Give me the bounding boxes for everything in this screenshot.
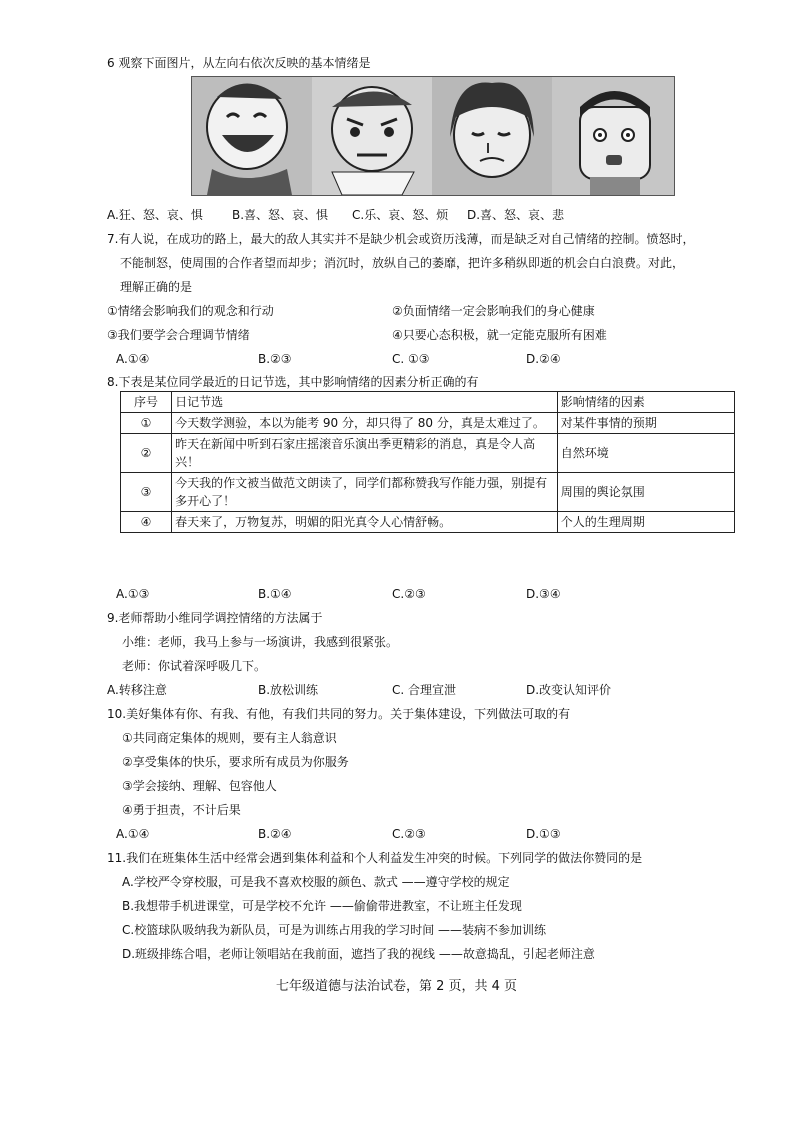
table-row [121,413,735,434]
q8-option-a[interactable]: A.①③ [116,587,150,601]
q10-option-b[interactable]: B.②④ [258,827,292,841]
q11-option-c[interactable]: C.校篮球队吸纳我为新队员，可是为训练占用我的学习时间 ——装病不参加训练 [122,923,547,937]
q7-stem-line-1: 7.有人说，在成功的路上，最大的敌人其实并不是缺少机会或资历浅薄，而是缺乏对自己情绪的控制。愤怒时， [107,232,695,246]
row-diary-text: 今天我的作文被当做范文朗读了，同学们都称赞我写作能力强，别提有多开心了！ [172,473,558,512]
emotion-faces-illustration [191,76,675,196]
q8-stem: 8.下表是某位同学最近的日记节选，其中影响情绪的因素分析正确的有 [107,375,479,389]
row-no: ③ [121,473,172,512]
table-row [121,473,735,512]
page-footer: 七年级道德与法治试卷，第 2 页，共 4 页 [275,979,518,994]
q7-statement-4: ④只要心态积极，就一定能克服所有困难 [392,328,607,342]
table-row [121,434,735,473]
diary-table [120,391,735,533]
fearful-face-icon [580,91,650,195]
q8-option-b[interactable]: B.①④ [258,587,292,601]
q10-statement-4: ④勇于担责，不计后果 [122,803,241,817]
q9-option-c[interactable]: C. 合理宣泄 [392,683,457,697]
table-header-row [121,392,735,413]
q7-stem-line-2: 不能制怒，使周围的合作者望而却步；消沉时，放纵自己的萎靡，把许多稍纵即逝的机会白白浪费。对此， [120,256,685,270]
angry-face-icon [332,87,414,195]
q6-option-d[interactable]: D.喜、怒、哀、悲 [467,208,565,222]
q6-option-a[interactable]: A.狂、怒、哀、惧 [107,208,203,222]
row-diary-text: 昨天在新闻中听到石家庄摇滚音乐演出季更精彩的消息，真是令人高兴！ [172,434,558,473]
col-header-no: 序号 [121,392,172,413]
q10-option-d[interactable]: D.①③ [526,827,561,841]
q7-statement-2: ②负面情绪一定会影响我们的身心健康 [392,304,595,318]
row-diary-text: 今天数学测验，本以为能考 90 分，却只得了 80 分，真是太难过了。 [172,413,558,434]
q11-option-a[interactable]: A.学校严令穿校服，可是我不喜欢校服的颜色、款式 ——遵守学校的规定 [122,875,510,889]
q8-option-c[interactable]: C.②③ [392,587,426,601]
q6-option-c[interactable]: C.乐、哀、怒、烦 [352,208,449,222]
q9-option-d[interactable]: D.改变认知评价 [526,683,612,697]
q10-statement-3: ③学会接纳、理解、包容他人 [122,779,277,793]
row-factor: 对某件事情的预期 [557,413,734,434]
row-factor: 个人的生理周期 [557,512,734,533]
row-factor: 自然环境 [557,434,734,473]
q7-statement-3: ③我们要学会合理调节情绪 [107,328,250,342]
row-no: ② [121,434,172,473]
q7-option-a[interactable]: A.①④ [116,352,150,366]
q10-stem: 10.美好集体有你、有我、有他，有我们共同的努力。关于集体建设，下列做法可取的有 [107,707,571,721]
q7-stem-line-3: 理解正确的是 [120,280,193,294]
q10-statement-2: ②享受集体的快乐，要求所有成员为你服务 [122,755,349,769]
table-row [121,512,735,533]
q6-stem: 6 观察下面图片，从左向右依次反映的基本情绪是 [107,56,371,70]
col-header-diary: 日记节选 [172,392,558,413]
q11-option-b[interactable]: B.我想带手机进课堂，可是学校不允许 ——偷偷带进教室，不让班主任发现 [122,899,522,913]
col-header-factor: 影响情绪的因素 [557,392,734,413]
q10-statement-1: ①共同商定集体的规则，要有主人翁意识 [122,731,337,745]
q9-dialog-teacher: 老师：你试着深呼吸几下。 [122,659,267,673]
row-no: ④ [121,512,172,533]
row-diary-text: 春天来了，万物复苏，明媚的阳光真令人心情舒畅。 [172,512,558,533]
row-no: ① [121,413,172,434]
q7-option-b[interactable]: B.②③ [258,352,292,366]
q9-dialog-student: 小维：老师，我马上参与一场演讲，我感到很紧张。 [122,635,399,649]
q10-option-c[interactable]: C.②③ [392,827,426,841]
q10-option-a[interactable]: A.①④ [116,827,150,841]
q7-option-c[interactable]: C. ①③ [392,352,430,366]
q11-stem: 11.我们在班集体生活中经常会遇到集体利益和个人利益发生冲突的时候。下列同学的做法你赞同的是 [107,851,643,865]
sad-face-icon [450,82,534,177]
q11-option-d[interactable]: D.班级排练合唱，老师让领唱站在我前面，遮挡了我的视线 ——故意捣乱，引起老师注意 [122,947,595,961]
q8-option-d[interactable]: D.③④ [526,587,561,601]
q9-option-b[interactable]: B.放松训练 [258,683,319,697]
q7-statement-1: ①情绪会影响我们的观念和行动 [107,304,274,318]
emotion-faces-drawing [192,77,674,195]
q7-option-d[interactable]: D.②④ [526,352,561,366]
q9-option-a[interactable]: A.转移注意 [107,683,167,697]
q6-option-b[interactable]: B.喜、怒、哀、惧 [232,208,329,222]
row-factor: 周围的舆论氛围 [557,473,734,512]
q9-stem: 9.老师帮助小维同学调控情绪的方法属于 [107,611,323,625]
